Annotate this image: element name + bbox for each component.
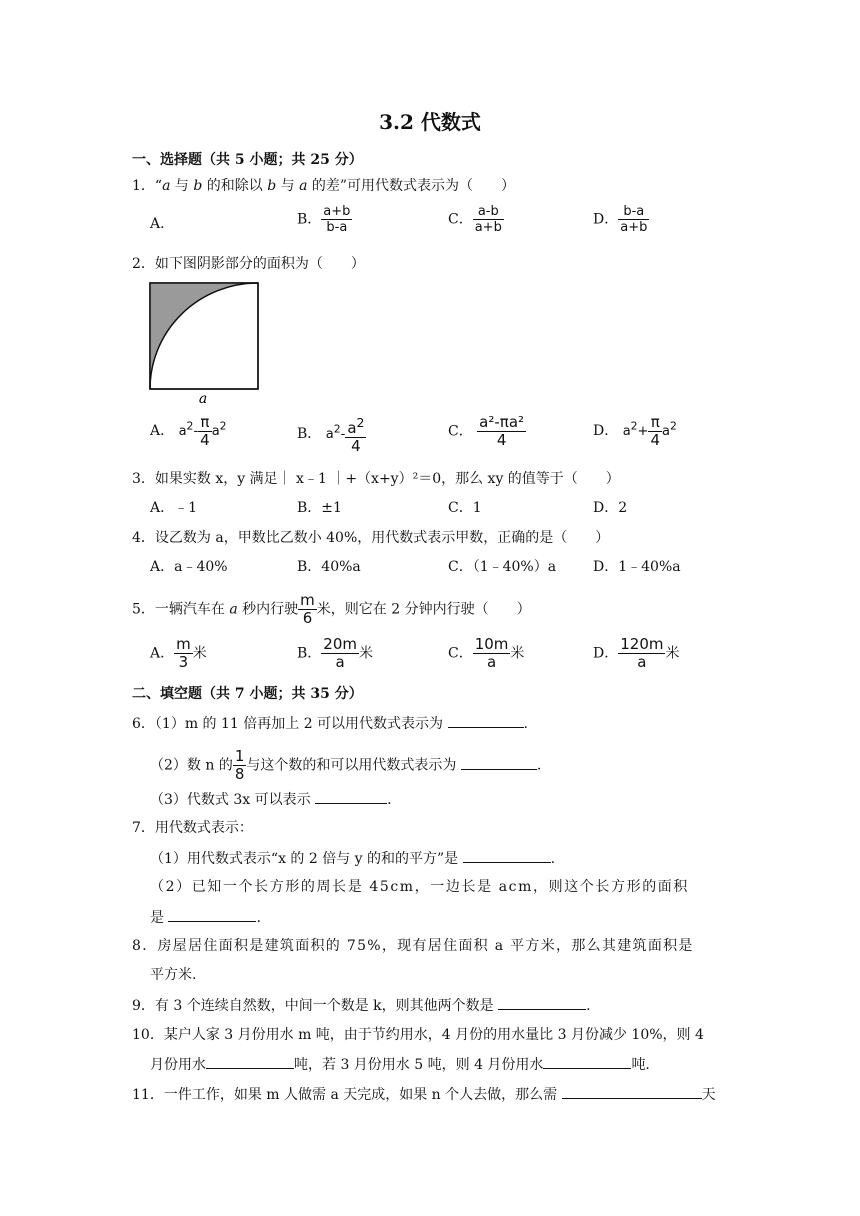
q2-c-fraction: $\frac{\text{a²-πa²}}{4}$ — [479, 413, 525, 449]
q5-option-b[interactable]: B． $\frac{20m}{a}$ 米 — [297, 635, 373, 671]
question-7-part-2: （2）已知一个长方形的周长是 45cm，一边长是 acm，则这个长方形的面积 — [150, 879, 689, 895]
q5-option-d[interactable]: D． $\frac{120m}{a}$ 米 — [593, 635, 680, 671]
q1-option-c[interactable]: C． $\frac{a-b}{a+b}$ — [448, 204, 502, 235]
q7-blank-2[interactable] — [168, 907, 256, 922]
q6-blank-1[interactable] — [448, 713, 524, 728]
q6-fraction: $\frac{1}{8}$ — [234, 747, 245, 783]
q2-option-a[interactable]: A． $a^2-$ $\frac{\pi}{4}$ $a^2$ — [150, 413, 227, 449]
q4-option-c[interactable]: C．（1﹣40%）a — [448, 559, 557, 575]
question-1-stem: 1．“a 与 b 的和除以 b 与 a 的差”可用代数式表示为（ ） — [132, 178, 516, 194]
page-title: 3.2 代数式 — [379, 110, 481, 134]
section-heading-choice: 一、选择题（共 5 小题；共 25 分） — [132, 152, 363, 168]
q1-option-d[interactable]: D． $\frac{b-a}{a+b}$ — [593, 204, 648, 235]
q3-option-b[interactable]: B．±1 — [297, 500, 342, 516]
q7-blank-1[interactable] — [463, 848, 551, 863]
question-3-stem: 3．如果实数 x，y 满足｜ x﹣1 ｜+（x+y）²＝0，那么 xy 的值等于（ ） — [132, 471, 620, 487]
question-8-line-1: 8．房屋居住面积是建筑面积的 75%，现有居住面积 a 平方米，那么其建筑面积是 — [132, 938, 694, 954]
question-6-part-3: （3）代数式 3x 可以表示 . — [150, 789, 392, 810]
q6-blank-2[interactable] — [461, 755, 537, 770]
q3-option-d[interactable]: D．2 — [593, 500, 628, 516]
q2-option-d[interactable]: D． $a^2+$ $\frac{\pi}{4}$ $a^2$ — [593, 413, 677, 449]
question-7-part-2-cont: 是 . — [150, 907, 261, 928]
q5-stem-fraction: $\frac{m}{6}$ — [300, 591, 315, 627]
question-11-stem: 11．一件工作，如果 m 人做需 a 天完成，如果 n 个人去做，那么需 天 — [132, 1084, 716, 1105]
question-10-line-1: 10．某户人家 3 月份用水 m 吨，由于节约用水，4 月份的用水量比 3 月份减少 10%，则 4 — [132, 1027, 704, 1043]
shaded-square-figure — [148, 281, 262, 407]
q9-blank[interactable] — [498, 995, 586, 1010]
q1-option-b[interactable]: B． $\frac{a+b}{b-a}$ — [297, 204, 351, 235]
question-10-line-2: 月份用水 吨，若 3 月份用水 5 吨，则 4 月份用水 吨. — [150, 1054, 650, 1075]
q6-blank-3[interactable] — [315, 789, 387, 804]
q4-option-d[interactable]: D．1﹣40%a — [593, 559, 681, 575]
question-5-stem: 5．一辆汽车在 a 秒内行驶 $\frac{m}{6}$ 米，则它在 2 分钟内行驶（ ） — [132, 591, 531, 627]
q11-blank[interactable] — [562, 1084, 702, 1099]
q5-option-c[interactable]: C． $\frac{10m}{a}$ 米 — [448, 635, 525, 671]
figure-side-label: a — [198, 391, 208, 407]
q1-d-fraction: $\frac{b-a}{a+b}$ — [620, 204, 648, 235]
q3-option-c[interactable]: C．1 — [448, 500, 482, 516]
q2-a-expression: $a^2-$ $\frac{\pi}{4}$ $a^2$ — [178, 413, 227, 449]
q2-option-b[interactable]: B． $a^2-$ $\frac{a^2}{4}$ — [297, 415, 365, 455]
question-4-stem: 4．设乙数为 a，甲数比乙数小 40%，用代数式表示甲数，正确的是（ ） — [132, 530, 610, 546]
q2-option-c[interactable]: C． $\frac{\text{a²-πa²}}{4}$ — [448, 413, 525, 449]
section-heading-fill: 二、填空题（共 7 小题；共 35 分） — [132, 686, 363, 702]
q1-c-fraction: $\frac{a-b}{a+b}$ — [474, 204, 502, 235]
question-8-line-2: 平方米. — [150, 967, 197, 983]
q4-option-a[interactable]: A．a﹣40% — [150, 559, 228, 575]
q1-option-a[interactable]: A． — [150, 216, 175, 232]
question-9-stem: 9．有 3 个连续自然数，中间一个数是 k，则其他两个数是 . — [132, 995, 591, 1016]
question-6-part-2: （2）数 n 的 $\frac{1}{8}$ 与这个数的和可以用代数式表示为 . — [150, 747, 542, 783]
q1-b-fraction: $\frac{a+b}{b-a}$ — [323, 204, 351, 235]
question-6-part-1: 6．（1）m 的 11 倍再加上 2 可以用代数式表示为 . — [132, 713, 528, 734]
question-7-part-1: （1）用代数式表示“x 的 2 倍与 y 的和的平方”是 . — [150, 848, 555, 869]
q2-b-expression: $a^2-$ $\frac{a^2}{4}$ — [325, 415, 365, 455]
question-7-stem: 7．用代数式表示： — [132, 820, 253, 836]
q10-blank-2[interactable] — [543, 1054, 631, 1069]
q10-blank-1[interactable] — [206, 1054, 294, 1069]
q3-option-a[interactable]: A．﹣1 — [150, 500, 198, 516]
q2-d-expression: $a^2+$ $\frac{\pi}{4}$ $a^2$ — [622, 413, 677, 449]
question-2-stem: 2．如下图阴影部分的面积为（ ） — [132, 256, 365, 272]
q5-option-a[interactable]: A． $\frac{m}{3}$ 米 — [150, 635, 207, 671]
q4-option-b[interactable]: B．40%a — [297, 559, 361, 575]
